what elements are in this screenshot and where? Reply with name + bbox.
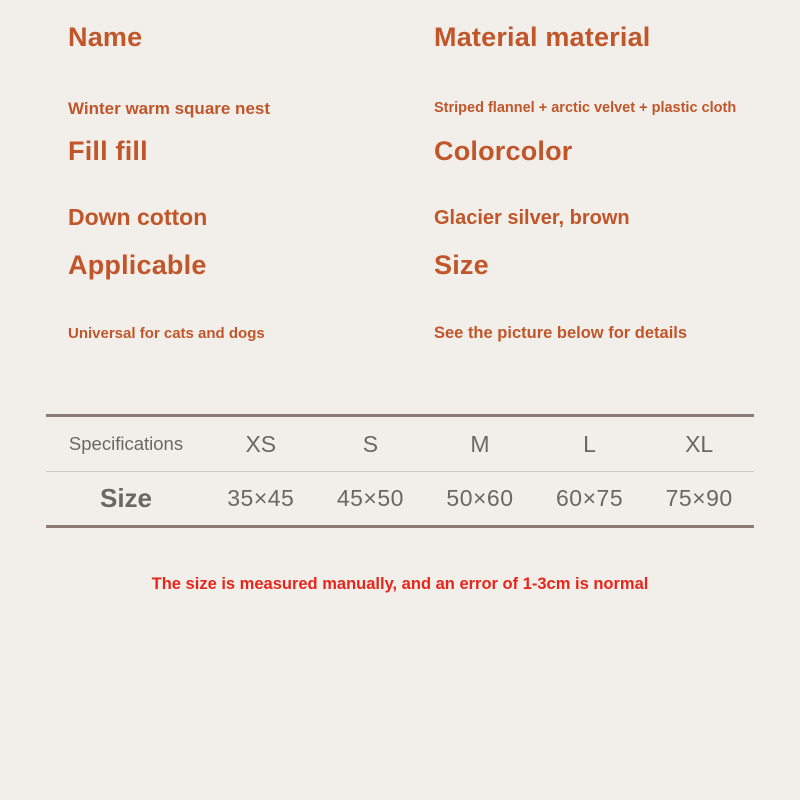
table-cell-size-s: 45×50: [336, 485, 404, 511]
size-table: [46, 414, 754, 528]
spec-heading-color: Colorcolor: [434, 136, 573, 166]
spec-heading-name: Name: [68, 22, 143, 52]
spec-value-name: Winter warm square nest: [68, 99, 271, 118]
table-header-s: S: [362, 430, 379, 457]
spec-heading-material: Material material: [434, 22, 651, 52]
table-cell-size-xl: 75×90: [665, 485, 733, 511]
table-bottom-rule: [46, 525, 754, 528]
table-row-label-size: Size: [99, 483, 153, 513]
table-cell-size-l: 60×75: [556, 485, 624, 511]
table-cell-size-xs: 35×45: [227, 485, 295, 511]
table-row: [46, 417, 754, 471]
spec-value-fill: Down cotton: [68, 204, 208, 230]
table-header-m: M: [470, 430, 490, 457]
spec-value-material: Striped flannel + arctic velvet + plastic cloth: [434, 100, 737, 116]
table-header-l: L: [583, 430, 596, 457]
spec-heading-size: Size: [434, 250, 489, 280]
spec-heading-applicable: Applicable: [68, 250, 207, 280]
spec-value-color: Glacier silver, brown: [434, 207, 630, 229]
table-header-xs: XS: [245, 430, 277, 457]
spec-heading-fill: Fill fill: [68, 136, 148, 166]
table-row-label-specifications: Specifications: [68, 433, 184, 454]
table-header-xl: XL: [685, 430, 714, 457]
table-cell-size-m: 50×60: [446, 485, 514, 511]
spec-value-applicable: Universal for cats and dogs: [68, 325, 265, 342]
table-row: [46, 472, 754, 525]
measurement-note: The size is measured manually, and an error of 1-3cm is normal: [151, 575, 649, 593]
spec-value-size: See the picture below for details: [434, 324, 688, 342]
